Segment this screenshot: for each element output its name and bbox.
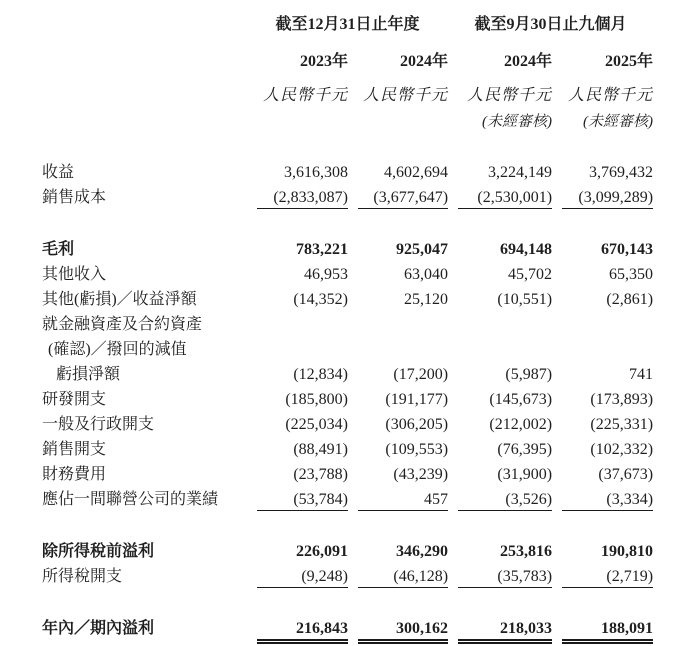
cell-value (552, 566, 653, 591)
cell-number: (10,551) (497, 291, 553, 308)
cell-value (552, 389, 653, 414)
header-spacer-cell (42, 79, 247, 112)
cell-number: 346,290 (396, 543, 449, 560)
cell-value (348, 514, 448, 566)
cell-number: (145,673) (489, 391, 553, 408)
cell-value (247, 489, 348, 514)
cell-value (448, 264, 552, 289)
row-label: 研發開支 (42, 391, 107, 408)
table-header (42, 14, 653, 138)
cell-number: 3,616,308 (284, 164, 348, 181)
cell-value (247, 566, 348, 591)
cell-number: 783,221 (296, 241, 348, 258)
cell-value (448, 138, 552, 187)
cell-number: (43,239) (393, 466, 449, 483)
header-spacer-cell (247, 112, 348, 138)
cell-number: (14,352) (293, 291, 348, 308)
cell-number: (5,987) (505, 366, 553, 383)
cell-value (247, 138, 348, 187)
cell-value (552, 187, 653, 212)
cell-value (247, 464, 348, 489)
unit-label: 人民幣千元 (568, 87, 654, 104)
cell-number: (46,128) (358, 566, 448, 588)
year-header-2023: 2023年 (299, 53, 348, 70)
cell-value (348, 314, 448, 339)
cell-number: 190,810 (601, 543, 654, 560)
cell-value (348, 289, 448, 314)
cell-number: 3,769,432 (589, 164, 654, 181)
cell-value (247, 439, 348, 464)
income-statement-table (42, 14, 653, 643)
column-group-row (42, 14, 653, 44)
cell-value (247, 389, 348, 414)
cell-number: (225,331) (590, 416, 654, 433)
cell-number: (109,553) (385, 441, 449, 458)
table-row (42, 489, 653, 514)
cell-value (348, 414, 448, 439)
cell-number: (102,332) (590, 441, 654, 458)
table-row (42, 464, 653, 489)
cell-value (448, 389, 552, 414)
row-label: 應佔一間聯營公司的業績 (42, 491, 219, 508)
row-label: 銷售成本 (42, 189, 107, 206)
cell-value (552, 414, 653, 439)
row-label: 財務費用 (42, 466, 107, 483)
cell-number: (2,833,087) (257, 187, 348, 209)
cell-value (348, 439, 448, 464)
cell-number: 253,816 (500, 543, 553, 560)
table-row (42, 439, 653, 464)
cell-value (348, 212, 448, 264)
cell-value (348, 464, 448, 489)
table-row (42, 566, 653, 591)
cell-number: 300,162 (358, 618, 448, 641)
cell-number: 457 (358, 489, 448, 511)
cell-number: 694,148 (500, 241, 553, 258)
cell-value (552, 514, 653, 566)
year-header-row (42, 44, 653, 79)
cell-value (552, 314, 653, 339)
cell-value (348, 339, 448, 364)
cell-number: 226,091 (296, 543, 348, 560)
cell-number: 925,047 (396, 241, 449, 258)
cell-number: 63,040 (404, 266, 449, 283)
cell-value (247, 187, 348, 212)
cell-number: (17,200) (393, 366, 449, 383)
table-row (42, 187, 653, 212)
table-row (42, 138, 653, 187)
cell-value (552, 212, 653, 264)
table-row (42, 339, 653, 364)
column-group-nine-months: 截至9月30日止九個月 (474, 16, 627, 33)
unaudited-label: (未經審核) (583, 114, 654, 130)
cell-value (448, 289, 552, 314)
cell-number: 741 (629, 366, 654, 383)
cell-value (552, 264, 653, 289)
cell-value (448, 339, 552, 364)
table-row (42, 591, 653, 643)
cell-value (247, 514, 348, 566)
cell-number: (3,526) (458, 489, 552, 511)
cell-value (552, 464, 653, 489)
cell-number: (225,034) (285, 416, 348, 433)
row-label: 其他收入 (42, 266, 107, 283)
unit-header-row (42, 79, 653, 112)
cell-value (552, 289, 653, 314)
table-row (42, 514, 653, 566)
header-spacer-cell (42, 112, 247, 138)
cell-number: 46,953 (304, 266, 348, 283)
cell-value (348, 389, 448, 414)
cell-value (448, 414, 552, 439)
cell-number: (53,784) (257, 489, 348, 511)
cell-number: 3,224,149 (488, 164, 553, 181)
cell-number: (3,099,289) (562, 187, 653, 209)
cell-value (448, 464, 552, 489)
cell-number: 65,350 (609, 266, 654, 283)
cell-value (552, 591, 653, 643)
cell-value (448, 439, 552, 464)
cell-number: 25,120 (404, 291, 449, 308)
unit-label: 人民幣千元 (467, 87, 553, 104)
cell-value (552, 439, 653, 464)
cell-value (552, 364, 653, 389)
cell-value (247, 591, 348, 643)
unit-label: 人民幣千元 (262, 87, 348, 104)
cell-number: (173,893) (590, 391, 654, 408)
cell-value (448, 212, 552, 264)
row-label: 所得稅開支 (42, 568, 123, 585)
cell-value (348, 187, 448, 212)
cell-value (448, 514, 552, 566)
cell-number: (23,788) (293, 466, 348, 483)
cell-value (247, 414, 348, 439)
header-spacer-cell (348, 112, 448, 138)
cell-value (247, 339, 348, 364)
cell-number: (88,491) (293, 441, 348, 458)
cell-value (448, 364, 552, 389)
cell-number: (37,673) (598, 466, 654, 483)
cell-value (552, 489, 653, 514)
cell-number: (2,719) (562, 566, 653, 588)
cell-value (247, 289, 348, 314)
cell-number: (3,677,647) (358, 187, 448, 209)
row-label: 毛利 (42, 241, 75, 258)
table-row (42, 414, 653, 439)
column-group-annual: 截至12月31日止年度 (275, 16, 420, 33)
table-row (42, 389, 653, 414)
table-row (42, 314, 653, 339)
cell-value (348, 489, 448, 514)
row-label: 收益 (42, 164, 75, 181)
cell-value (348, 566, 448, 591)
row-label: 就金融資產及合約資產 (42, 316, 203, 333)
header-spacer-cell (42, 14, 247, 44)
year-header-2024-interim: 2024年 (504, 53, 553, 70)
row-label: 其他(虧損)／收益淨額 (42, 291, 197, 308)
cell-number: (2,861) (606, 291, 654, 308)
row-label: (確認)／撥回的減值 (48, 341, 187, 358)
cell-value (247, 264, 348, 289)
year-header-2024: 2024年 (400, 53, 449, 70)
cell-number: (12,834) (293, 366, 348, 383)
year-header-2025-interim: 2025年 (605, 53, 654, 70)
cell-value (348, 264, 448, 289)
cell-number: (35,783) (458, 566, 552, 588)
cell-number: 188,091 (562, 618, 653, 641)
unaudited-header-row (42, 112, 653, 138)
unit-label: 人民幣千元 (363, 87, 449, 104)
cell-value (448, 591, 552, 643)
cell-number: (9,248) (257, 566, 348, 588)
row-label: 銷售開支 (42, 441, 107, 458)
cell-number: (76,395) (497, 441, 553, 458)
cell-number: (31,900) (497, 466, 553, 483)
cell-value (348, 591, 448, 643)
cell-value (348, 364, 448, 389)
cell-value (552, 138, 653, 187)
cell-number: (3,334) (562, 489, 653, 511)
unaudited-label: (未經審核) (482, 114, 553, 130)
cell-number: 670,143 (601, 241, 654, 258)
cell-value (247, 364, 348, 389)
table-row (42, 264, 653, 289)
cell-number: (191,177) (385, 391, 449, 408)
cell-number: (2,530,001) (458, 187, 552, 209)
cell-value (448, 187, 552, 212)
header-spacer-cell (42, 44, 247, 79)
table-row (42, 289, 653, 314)
cell-number: (212,002) (489, 416, 553, 433)
row-label: 一般及行政開支 (42, 416, 155, 433)
cell-number: 218,033 (458, 618, 552, 641)
table-body (42, 138, 653, 643)
cell-value (247, 212, 348, 264)
cell-number: (306,205) (385, 416, 449, 433)
cell-value (448, 489, 552, 514)
cell-value (247, 314, 348, 339)
row-label: 年內／期內溢利 (42, 620, 155, 637)
cell-value (448, 314, 552, 339)
row-label: 除所得稅前溢利 (42, 543, 155, 560)
cell-number: 45,702 (508, 266, 553, 283)
cell-value (448, 566, 552, 591)
row-label: 虧損淨額 (56, 366, 121, 383)
cell-value (348, 138, 448, 187)
cell-number: 4,602,694 (384, 164, 449, 181)
cell-value (552, 339, 653, 364)
table-row (42, 364, 653, 389)
table-row (42, 212, 653, 264)
cell-number: (185,800) (285, 391, 348, 408)
cell-number: 216,843 (257, 618, 348, 641)
